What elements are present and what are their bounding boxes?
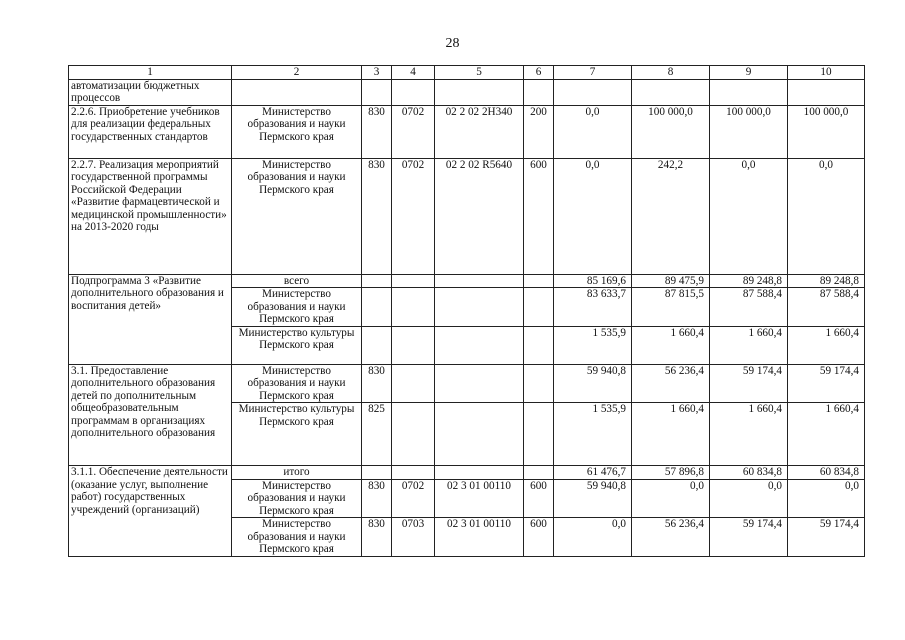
expense-type-cell: 600 [524, 518, 554, 557]
target-code-cell: 02 2 02 2Н340 [435, 105, 524, 158]
amount-cell: 56 236,4 [632, 364, 710, 403]
section-code-cell: 0702 [392, 158, 435, 274]
executor-cell: всего [232, 274, 362, 288]
executor-cell: Министерство образования и науки Пермского края [232, 518, 362, 557]
executor-cell: Министерство образования и науки Пермского края [232, 479, 362, 518]
row-title: 2.2.6. Приобретение учебников для реализации федеральных государственных стандартов [69, 105, 232, 158]
amount-cell: 60 834,8 [710, 466, 788, 480]
amount-cell: 89 248,8 [710, 274, 788, 288]
header-cell-5: 5 [435, 66, 524, 80]
executor-cell: Министерство образования и науки Пермского края [232, 105, 362, 158]
amount-cell: 0,0 [788, 158, 865, 274]
header-row [69, 66, 865, 80]
section-code-cell: 0702 [392, 479, 435, 518]
amount-cell: 1 660,4 [710, 326, 788, 364]
amount-cell: 59 940,8 [554, 479, 632, 518]
target-code-cell: 02 3 01 00110 [435, 479, 524, 518]
table-row [69, 105, 865, 158]
section-code-cell: 0703 [392, 518, 435, 557]
header-cell-3: 3 [362, 66, 392, 80]
row-title: автоматизации бюджетных процессов [69, 79, 232, 105]
row-title: 2.2.7. Реализация мероприятий государственной программы Российской Федерации «Развитие фармацевтической и медицинской промышленности» на 2013-2020 годы [69, 158, 232, 274]
amount-cell: 59 174,4 [710, 364, 788, 403]
executor-cell: Министерство культуры Пермского края [232, 326, 362, 364]
expense-type-cell: 600 [524, 479, 554, 518]
amount-cell: 56 236,4 [632, 518, 710, 557]
amount-cell: 1 660,4 [632, 403, 710, 466]
section-code-cell: 0702 [392, 105, 435, 158]
row-title: 3.1. Предоставление дополнительного образования детей по дополнительным общеобразовательным программам в организациях дополнительного образования [69, 364, 232, 466]
header-cell-7: 7 [554, 66, 632, 80]
executor-cell: Министерство образования и науки Пермского края [232, 288, 362, 327]
amount-cell: 0,0 [554, 105, 632, 158]
executor-cell: итого [232, 466, 362, 480]
amount-cell: 100 000,0 [632, 105, 710, 158]
table-row [69, 274, 865, 288]
amount-cell: 0,0 [554, 518, 632, 557]
header-cell-10: 10 [788, 66, 865, 80]
expense-type-cell: 600 [524, 158, 554, 274]
amount-cell: 87 588,4 [788, 288, 865, 327]
budget-table [68, 65, 865, 557]
amount-cell: 87 588,4 [710, 288, 788, 327]
amount-cell: 0,0 [632, 479, 710, 518]
header-cell-8: 8 [632, 66, 710, 80]
amount-cell: 0,0 [788, 479, 865, 518]
amount-cell: 59 174,4 [710, 518, 788, 557]
row-title: 3.1.1. Обеспечение деятельности (оказание услуг, выполнение работ) государственных учреждений (организаций) [69, 466, 232, 557]
expense-type-cell: 200 [524, 105, 554, 158]
table-row [69, 364, 865, 403]
amount-cell: 83 633,7 [554, 288, 632, 327]
ministry-code-cell: 830 [362, 364, 392, 403]
amount-cell: 85 169,6 [554, 274, 632, 288]
amount-cell: 59 174,4 [788, 364, 865, 403]
amount-cell: 1 660,4 [788, 403, 865, 466]
ministry-code-cell: 825 [362, 403, 392, 466]
amount-cell: 100 000,0 [788, 105, 865, 158]
table-row [69, 158, 865, 274]
amount-cell: 59 940,8 [554, 364, 632, 403]
table-row [69, 466, 865, 480]
amount-cell: 1 660,4 [632, 326, 710, 364]
header-cell-4: 4 [392, 66, 435, 80]
ministry-code-cell: 830 [362, 479, 392, 518]
amount-cell: 1 660,4 [710, 403, 788, 466]
amount-cell: 57 896,8 [632, 466, 710, 480]
amount-cell: 100 000,0 [710, 105, 788, 158]
page-number: 28 [445, 36, 460, 51]
target-code-cell: 02 3 01 00110 [435, 518, 524, 557]
amount-cell: 0,0 [710, 479, 788, 518]
amount-cell: 0,0 [554, 158, 632, 274]
amount-cell: 1 660,4 [788, 326, 865, 364]
amount-cell: 87 815,5 [632, 288, 710, 327]
amount-cell: 61 476,7 [554, 466, 632, 480]
header-cell-9: 9 [710, 66, 788, 80]
amount-cell: 59 174,4 [788, 518, 865, 557]
ministry-code-cell: 830 [362, 105, 392, 158]
table-row [69, 79, 865, 105]
executor-cell: Министерство образования и науки Пермского края [232, 364, 362, 403]
header-cell-1: 1 [69, 66, 232, 80]
amount-cell: 0,0 [710, 158, 788, 274]
amount-cell: 1 535,9 [554, 403, 632, 466]
ministry-code-cell: 830 [362, 158, 392, 274]
header-cell-2: 2 [232, 66, 362, 80]
ministry-code-cell: 830 [362, 518, 392, 557]
amount-cell: 60 834,8 [788, 466, 865, 480]
amount-cell: 89 475,9 [632, 274, 710, 288]
header-cell-6: 6 [524, 66, 554, 80]
row-title: Подпрограмма 3 «Развитие дополнительного образования и воспитания детей» [69, 274, 232, 364]
executor-cell: Министерство культуры Пермского края [232, 403, 362, 466]
amount-cell: 1 535,9 [554, 326, 632, 364]
amount-cell: 242,2 [632, 158, 710, 274]
executor-cell: Министерство образования и науки Пермского края [232, 158, 362, 274]
amount-cell: 89 248,8 [788, 274, 865, 288]
target-code-cell: 02 2 02 R5640 [435, 158, 524, 274]
